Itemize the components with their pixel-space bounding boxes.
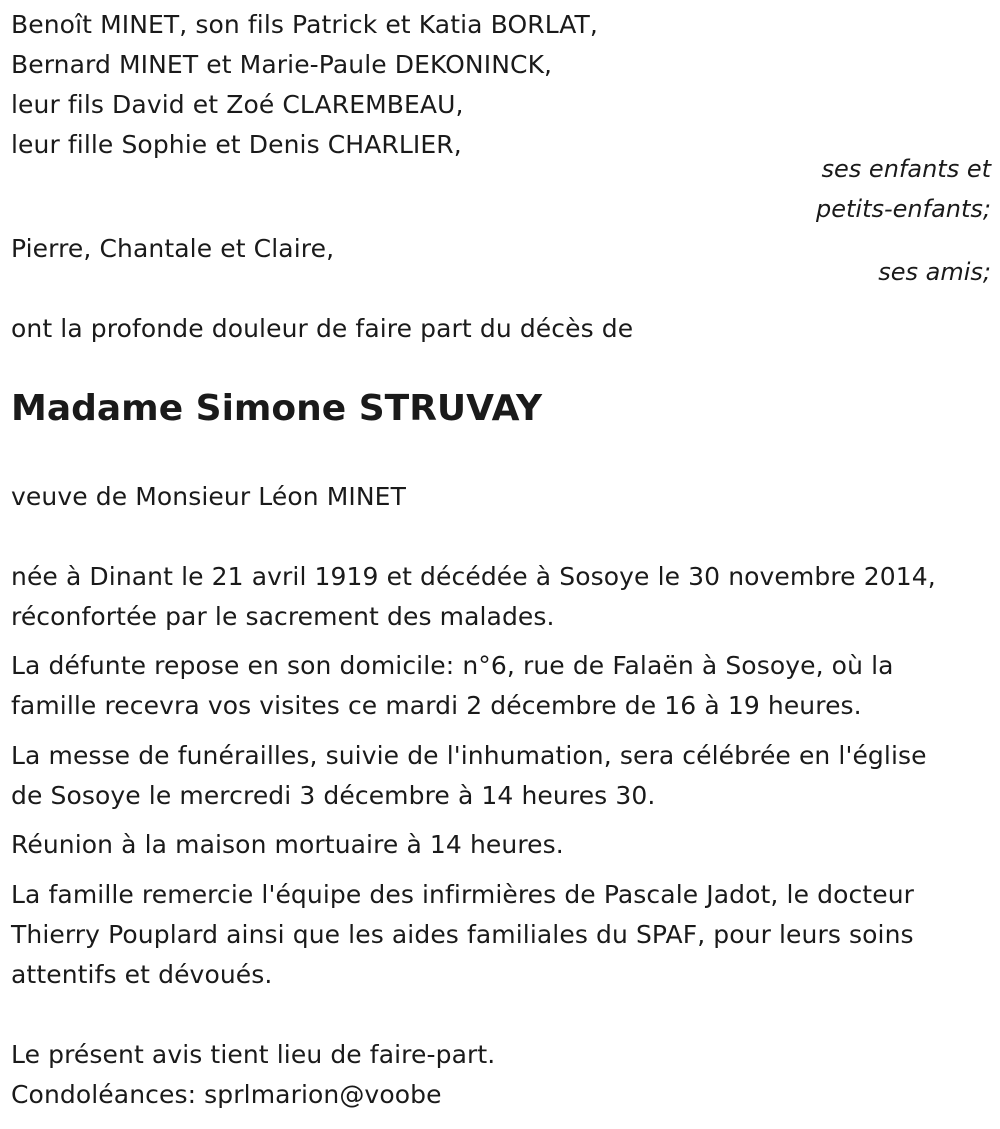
thanks-line-2: Thierry Pouplard ainsi que les aides familiales du SPAF, pour leurs soins: [11, 920, 914, 949]
family-role-line-2: petits-enfants;: [816, 195, 991, 223]
funeral-line-1: La messe de funérailles, suivie de l'inhumation, sera célébrée en l'église: [11, 741, 927, 770]
family-line-2: Bernard MINET et Marie-Paule DEKONINCK,: [11, 50, 553, 79]
visitation-line-2: famille recevra vos visites ce mardi 2 décembre de 16 à 19 heures.: [11, 691, 862, 720]
family-line-1: Benoît MINET, son fils Patrick et Katia BORLAT,: [11, 10, 598, 39]
notice-line: Le présent avis tient lieu de faire-part.: [11, 1040, 496, 1069]
thanks-line-1: La famille remercie l'équipe des infirmières de Pascale Jadot, le docteur: [11, 880, 915, 909]
friends-line: Pierre, Chantale et Claire,: [11, 234, 335, 263]
thanks-line-3: attentifs et dévoués.: [11, 960, 273, 989]
birth-death-line-1: née à Dinant le 21 avril 1919 et décédée à Sosoye le 30 novembre 2014,: [11, 562, 936, 591]
family-role-line-1: ses enfants et: [821, 155, 991, 183]
birth-death-line-2: réconfortée par le sacrement des malades.: [11, 602, 555, 631]
funeral-line-2: de Sosoye le mercredi 3 décembre à 14 heures 30.: [11, 781, 656, 810]
obituary-notice: [11, 0, 991, 1129]
family-line-4: leur fille Sophie et Denis CHARLIER,: [11, 130, 462, 159]
widow-of-line: veuve de Monsieur Léon MINET: [11, 482, 406, 511]
gathering-line: Réunion à la maison mortuaire à 14 heures.: [11, 830, 564, 859]
friends-role: ses amis;: [878, 258, 991, 286]
family-line-3: leur fils David et Zoé CLAREMBEAU,: [11, 90, 464, 119]
deceased-name: Madame Simone STRUVAY: [11, 388, 543, 429]
visitation-line-1: La défunte repose en son domicile: n°6, rue de Falaën à Sosoye, où la: [11, 651, 894, 680]
announcement-text: ont la profonde douleur de faire part du décès de: [11, 314, 634, 343]
condolences-line: Condoléances: sprlmarion@voobe: [11, 1080, 442, 1109]
